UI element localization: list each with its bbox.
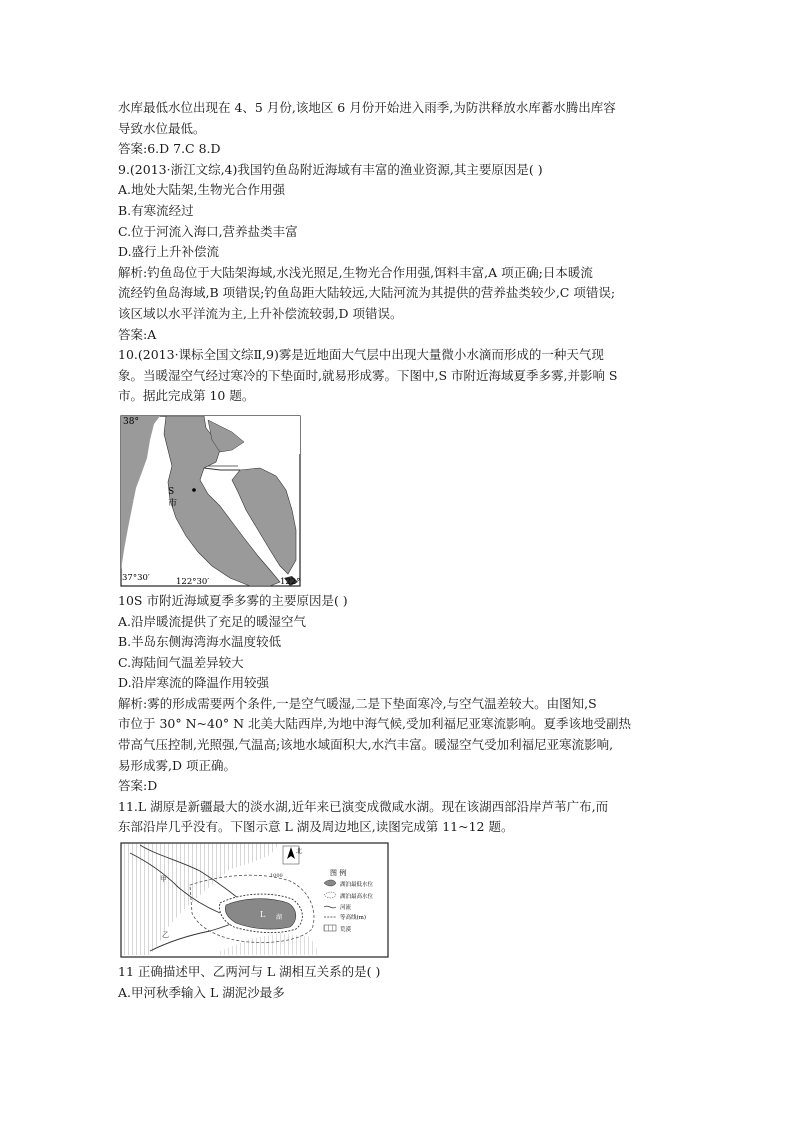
analysis-line: 该区域以水平洋流为主,上升补偿流较弱,D 项错误。	[118, 305, 403, 321]
city-label-shi: 市	[168, 498, 178, 509]
city-label-s: S	[168, 486, 175, 497]
map-figure-sf	[120, 410, 302, 588]
answer-line: 答案:A	[118, 326, 157, 342]
ocean-label-3: 洋	[132, 546, 142, 557]
answer-line: 答案:D	[118, 778, 158, 794]
question-11: 11.L 湖原是新疆最大的淡水湖,近年来已演变成微咸水湖。现在该湖西部沿岸芦苇广布,而	[118, 798, 609, 814]
legend-item-low: 湖泊最低水位	[340, 882, 374, 889]
text-block-b	[118, 591, 678, 838]
text-block-c	[118, 962, 678, 1003]
lake-label-hu: 湖	[276, 914, 283, 922]
map-figure-lake	[120, 841, 390, 959]
document-page	[118, 98, 678, 1003]
ocean-label-1: 太	[132, 498, 142, 509]
question-11: 东部沿岸几乎没有。下图示意 L 湖及周边地区,读图完成第 11~12 题。	[118, 819, 514, 835]
option-b: B.半岛东侧海湾海水温度较低	[118, 634, 282, 650]
legend-title: 图 例	[330, 869, 347, 878]
option-b: B.有寒流经过	[118, 202, 194, 218]
option-d: D.盛行上升补偿流	[118, 244, 220, 260]
ocean-label-2: 平	[132, 522, 142, 533]
option-c: C.海陆间气温差异较大	[118, 654, 244, 670]
answer-line: 答案:6.D 7.C 8.D	[118, 141, 221, 157]
contour-label: 1000	[270, 873, 283, 880]
analysis-line: 流经钓鱼岛海域,B 项错误;钓鱼岛距大陆较远,大陆河流为其提供的营养盐类较少,C 项错误;	[118, 285, 616, 301]
legend-item-river: 河流	[340, 905, 352, 912]
question-10: 10.(2013·课标全国文综Ⅱ,9)雾是近地面大气层中出现大量微小水滴而形成的一种天气现	[118, 347, 604, 363]
river-label-yi: 乙	[162, 931, 169, 940]
option-a: A.甲河秋季输入 L 湖泥沙最多	[118, 984, 285, 1000]
legend-item-high: 湖泊最高水位	[340, 894, 374, 901]
river-label-jia: 甲	[160, 875, 167, 884]
text-line: 水库最低水位出现在 4、5 月份,该地区 6 月份开始进入雨季,为防洪释放水库蓄水腾出库容	[118, 100, 616, 115]
lake-map	[120, 841, 390, 959]
lon-right-label: 122°	[280, 576, 301, 587]
question-10: 象。当暖湿空气经过寒冷的下垫面时,就易形成雾。下图中,S 市附近海域夏季多雾,并影响 S	[118, 367, 618, 383]
question-10-stem: 10S 市附近海域夏季多雾的主要原因是( )	[118, 592, 348, 608]
lon-left-label: 122°30′	[176, 576, 210, 587]
text-block-a	[118, 98, 678, 407]
north-label: 北	[296, 848, 303, 856]
text-line: 导致水位最低。	[118, 120, 206, 136]
analysis-line: 解析:雾的形成需要两个条件,一是空气暖湿,二是下垫面寒冷,与空气温差较大。由图知,S	[118, 695, 597, 711]
legend-item-contour: 等高线(m)	[340, 915, 367, 922]
analysis-line: 解析:钓鱼岛位于大陆架海域,水浅光照足,生物光合作用强,饵料丰富,A 项正确;日本暖流	[118, 264, 593, 280]
option-a: A.沿岸暖流提供了充足的暖湿空气	[118, 613, 307, 629]
question-10: 市。据此完成第 10 题。	[118, 388, 255, 404]
analysis-line: 市位于 30° N~40° N 北美大陆西岸,为地中海气候,受加利福尼亚寒流影响。夏季该地受副热	[118, 716, 632, 732]
option-c: C.位于河流入海口,营养盐类丰富	[118, 223, 298, 239]
analysis-line: 易形成雾,D 项正确。	[118, 757, 236, 773]
lat-bottom-label: 37°30′	[122, 572, 150, 583]
question-11-stem: 11 正确描述甲、乙两河与 L 湖相互关系的是( )	[118, 964, 381, 980]
legend-item-desert: 荒漠	[340, 927, 352, 934]
sf-bay-map	[120, 410, 302, 588]
option-a: A.地处大陆架,生物光合作用强	[118, 182, 285, 198]
analysis-line: 带高气压控制,光照强,气温高;该地水域面积大,水汽丰富。暖湿空气受加利福尼亚寒流影响,	[118, 737, 614, 753]
question-9: 9.(2013·浙江文综,4)我国钓鱼岛附近海域有丰富的渔业资源,其主要原因是( )	[118, 161, 543, 177]
lake-label-l: L	[260, 910, 266, 920]
option-d: D.沿岸寒流的降温作用较强	[118, 675, 270, 691]
lat-top-label: 38°	[123, 416, 139, 427]
